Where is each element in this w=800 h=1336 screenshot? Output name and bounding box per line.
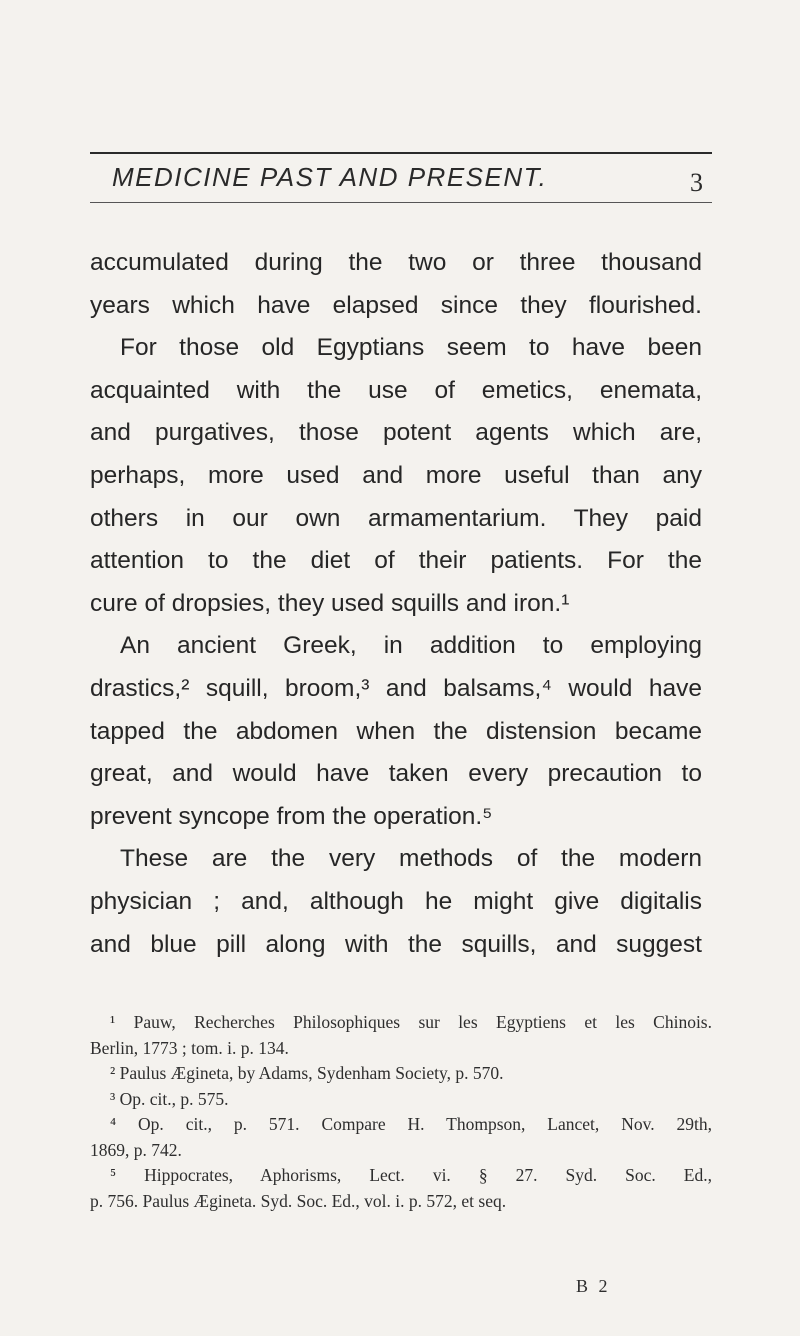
body-line: great, and would have taken every precaution to xyxy=(90,760,702,788)
body-line: accumulated during the two or three thousand xyxy=(90,249,702,276)
footnote-line: ³ Op. cit., p. 575. xyxy=(110,1088,229,1109)
page-number: 3 xyxy=(690,168,703,197)
footnote-line: p. 756. Paulus Ægineta. Syd. Soc. Ed., vol. i. p. 572, et seq. xyxy=(90,1190,507,1211)
body-line: For those old Egyptians seem to have been xyxy=(120,334,702,362)
body-line: acquainted with the use of emetics, enemata, xyxy=(90,376,702,404)
body-line: attention to the diet of their patients. For the xyxy=(90,547,702,575)
body-line: and blue pill along with the squills, and suggest xyxy=(90,930,702,958)
header-bottom-rule xyxy=(90,202,712,203)
body-line: An ancient Greek, in addition to employing xyxy=(120,632,702,660)
body-line: and purgatives, those potent agents which are, xyxy=(90,419,702,447)
body-text xyxy=(90,242,702,966)
header-top-rule xyxy=(90,152,712,154)
running-head: MEDICINE PAST AND PRESENT. xyxy=(112,162,548,192)
footnote-line: 1869, p. 742. xyxy=(90,1139,182,1160)
footnote-line: ⁴ Op. cit., p. 571. Compare H. Thompson, Lancet, Nov. 29th, xyxy=(110,1114,712,1134)
footnote-line: ² Paulus Ægineta, by Adams, Sydenham Society, p. 570. xyxy=(110,1063,504,1083)
body-line: cure of dropsies, they used squills and iron.¹ xyxy=(90,589,570,617)
body-line: These are the very methods of the modern xyxy=(120,845,702,873)
body-line: prevent syncope from the operation.⁵ xyxy=(90,802,493,830)
footnote-line: ¹ Pauw, Recherches Philosophiques sur les Egyptiens et les Chinois. xyxy=(110,1012,712,1032)
body-line: tapped the abdomen when the distension became xyxy=(90,717,702,745)
body-line: perhaps, more used and more useful than any xyxy=(90,461,702,489)
body-line: years which have elapsed since they flourished. xyxy=(90,291,702,319)
footnotes xyxy=(90,1010,712,1214)
body-line: physician ; and, although he might give digitalis xyxy=(90,887,702,915)
footnote-line: Berlin, 1773 ; tom. i. p. 134. xyxy=(90,1037,289,1058)
footnote-line: ⁵ Hippocrates, Aphorisms, Lect. vi. § 27. Syd. Soc. Ed., xyxy=(110,1165,712,1185)
body-line: drastics,² squill, broom,³ and balsams,⁴ would have xyxy=(90,674,702,702)
signature-mark: B 2 xyxy=(576,1276,611,1296)
body-line: others in our own armamentarium. They paid xyxy=(90,504,702,532)
